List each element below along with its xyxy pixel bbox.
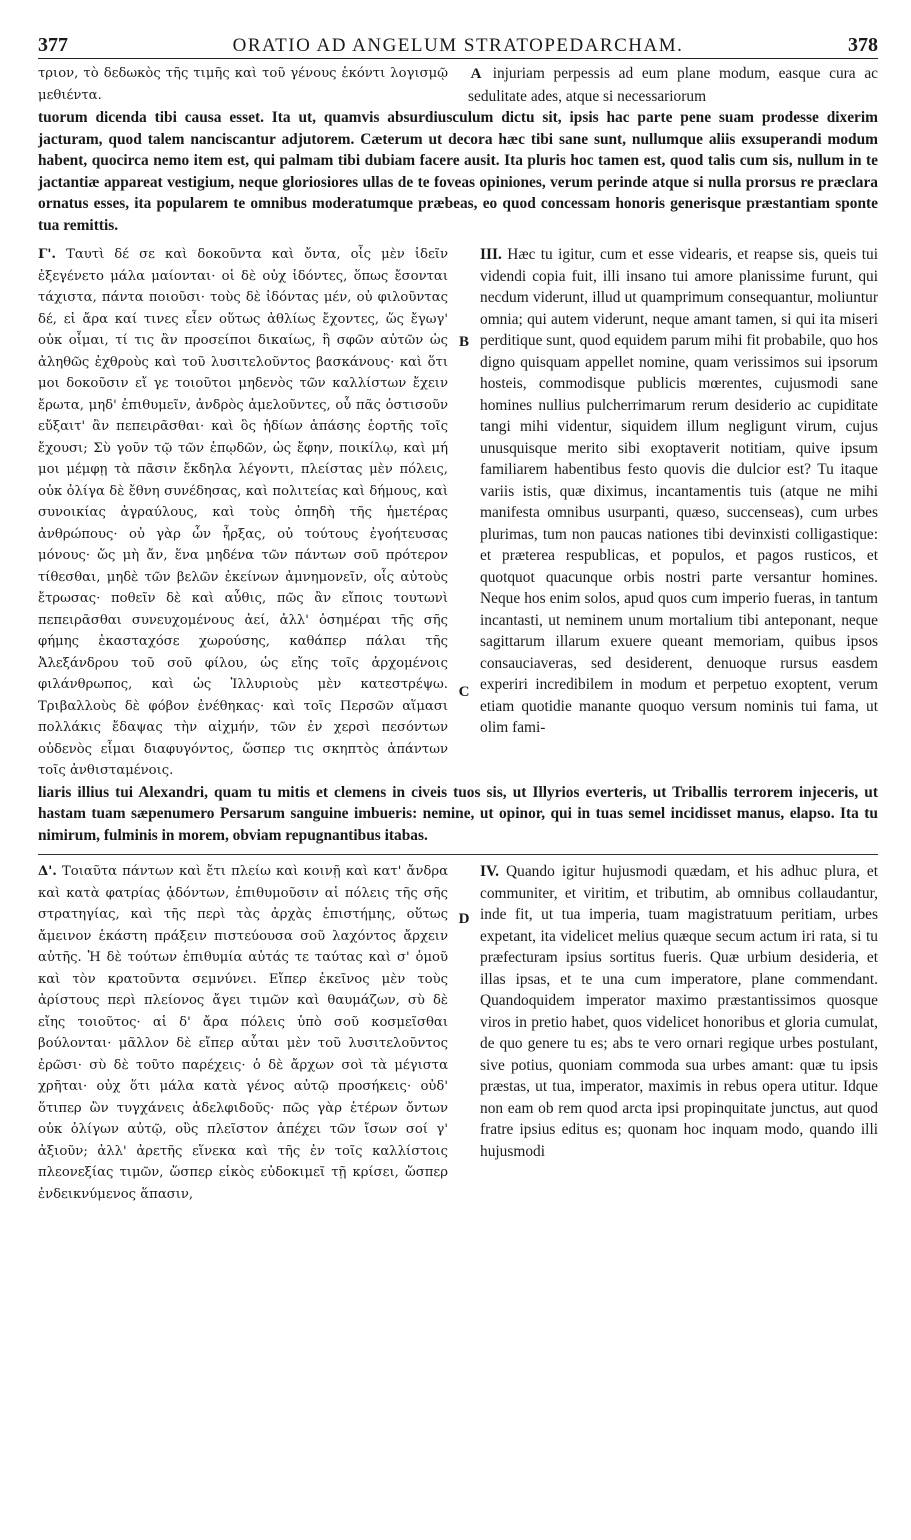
greek-text: τριον, τὸ δεδωκὸς τῆς τιμῆς καὶ τοῦ γένους ἑκόντι λογισμῷ μεθιέντα. — [38, 66, 448, 103]
section-3-columns — [38, 854, 878, 1205]
margin-mark-a: A — [470, 66, 482, 82]
latin-text: Quando igitur hujusmodi quædam, et his adhuc plura, et communiter, et viritim, et tributim, ab omnibus collaudantur, inde fit, ut tua imperia, tuam magistratuum peritiam, urbes expetant, ita videlicet melius quæque secum actum iri rata, si tu præfecturam ipsius sortitus fueris. Quæ urbium desideria, et illas ipsas, et te una cum imperatore, plane commendant. Quandoquidem imperator maximo præstantissimos quosque viros in pretio habet, quos videlicet honoribus et gloria cumulat, de quo genere tu es; abs te vero ornari regique urbes postulant, sive potius, quoniam commoda sua urbes amant: quæ tu ipsis præstas, ut tua, imperator, maximis in rebus opera utitur. Idque non eam ob rem quod arcta ipsi propinquitate junctus, aut quod fratre ipsius editus es; quonam hoc inquam modo, quando illi hujusmodi — [480, 863, 878, 1160]
latin-column — [480, 861, 878, 1205]
greek-column — [38, 244, 448, 782]
latin-column — [480, 244, 878, 782]
margin-gutter — [456, 244, 472, 782]
latin-continuation: tuorum dicenda tibi causa esset. Ita ut, quamvis absurdiusculum dictu sit, ipsis hac parte pene suam prodesse dixerim jacturam, quod talem nanciscantur adjutorem. Cæterum ut decora hæc tibi sane sunt, nullumque aliis exsuperandi modum habent, quocirca nemo item est, qui palmam tibi dubiam facere ausit. Ita pluris hoc tamen est, quod talis cum sis, nullum in te jactantiæ appareat vestigium, neque gloriosiores ullas de te foveas opiniones, verum perinde atque si nulla prorsus re præclara ornatus esses, ita popularem te omnibus moderatumque præbeas, eo quod concessam honoris generisque præstantiam sponte tua remittis. — [38, 109, 878, 234]
greek-section-number: Δ'. — [38, 864, 57, 879]
latin-text: Hæc tu igitur, cum et esse videaris, et reapse sis, queis tui videndi copia fuit, illi insano tui amore planissime furunt, qui necdum viderunt, illud ut quamprimum consequantur, moliuntur omnia; qui autem viderunt, neque amant tamen, si qui ita miseri perditique sunt, quod equidem parum mihi fit probabile, quo hos digno quisquam appellet nomine, quam verissimos sui ipsorum hosteis, commodisque publicis mœrentes, cujusmodi sane homines nullius pulcherrimarum rerum desiderio ac cupiditate tangi mihi videntur, siquidem illum negligunt virum, cujus unusquisque merito sibi exoptaverit notitiam, quive ipsum familiarem habentibus festo quovis die dulcior est? Tu itaque variis istis, quæ diximus, incantamentis tuis (atque ne mihi manifesta omnibus usurpanti, quæso, succenseas), cum urbes plurimas, tum non paucas nationes tibi devinxisti colligastique: et præterea respublicas, et populos, et pagos rusticos, et quotquot quacunque orbis nostri parte versantur homines. Neque hos enim solos, apud quos cum imperio fueras, in tantum incantasti, ut neminem unum mortalium tibi anteponant, neque sagittarum illarum exuere queant memoriam, quibus ipsos consauciaveras, sed desiderent, denuoque rursus easdem experiri incredibilem in modum et perpetuo exoptent, verum etiam quotidie manante quoquo versum nominis tui fama, ut olim fami- — [480, 246, 878, 736]
margin-mark-c: C — [458, 684, 470, 700]
latin-text: injuriam perpessis ad eum plane modum, easque cura ac sedulitate ades, atque si necessariorum — [468, 65, 878, 105]
section-2-columns — [38, 244, 878, 782]
margin-mark-d: D — [458, 911, 470, 927]
document-page — [38, 34, 878, 1205]
page-number-left: 377 — [38, 34, 68, 56]
latin-column — [468, 63, 878, 107]
greek-text: Τοιαῦτα πάντων καὶ ἔτι πλείω καὶ κοινῇ καὶ κατ' ἄνδρα καὶ κατὰ φατρίας ᾀδόντων, ἐπιθυμοῦσιν αἱ πόλεις τῆς σῆς στρατηγίας, καὶ τῆς περὶ τὰς ἀρχὰς ἐπιστήμης, οὕτως ἄμεινον ἑκάστη πράξειν πιστεύουσα σοῦ λαχόντος ἄρχειν αὐτῆς. Ἡ δὲ τούτων ἐπιθυμία αὐτάς τε ταύτας καὶ σ' ὁμοῦ καὶ τὸν κρατοῦντα σεμνύνει. Εἴπερ ἐκεῖνος μὲν τοὺς ἀρίστους περὶ πλείονος ἄγει τιμῶν καὶ θαυμάζων, σὺ δὲ εἴης τοιοῦτος· αἱ δ' ἄρα πόλεις ὑπὸ σοῦ κοσμεῖσθαι βούλονται· μᾶλλον δὲ εἴπερ αὗται μὲν τοῦ λυσιτελοῦντος ἐρῶσι· σὺ δὲ τοῦτο παρέχεις· ὁ δὲ ἄρχων σοὶ τὰ μέγιστα χρῆται· οὐχ ὅτι μάλα κατὰ γένος αὐτῷ προσήκεις· οὐδ' ὅτιπερ ὢν τυγχάνεις ἀδελφιδοῦς· πῶς γὰρ ἑτέρων ὄντων οὐκ ὀλίγων αὐτῷ, οὓς πλεῖστον ἀπέχει τῶν ἴσων σοί γ' ἀξιοῦν; ἀλλ' ἀρετῆς εἵνεκα καὶ τῆς ἐν τοῖς καλλίστοις πλεονεξίας τιμῶν, ὥσπερ εἰκὸς εὐδοκιμεῖ τῇ κρίσει, ὥσπερ ἐνδεικνύμενος ἅπασιν, — [38, 864, 448, 1202]
greek-column — [38, 63, 448, 107]
margin-gutter — [456, 861, 472, 1205]
latin-section-number: III. — [480, 246, 502, 263]
margin-mark-b: B — [458, 334, 469, 350]
greek-column — [38, 861, 448, 1205]
running-title: ORATIO AD ANGELUM STRATOPEDARCHAM. — [232, 35, 684, 56]
section-1-columns — [38, 63, 878, 107]
page-number-right: 378 — [848, 34, 878, 56]
greek-text: Ταυτὶ δέ σε καὶ δοκοῦντα καὶ ὄντα, οἷς μὲν ἰδεῖν ἐξεγένετο μάλα μαίονται· οἱ δὲ οὐχ ἰδόντες, ὅπως ἔσονται τάχιστα, πάντα ποιοῦσι· τοὺς δὲ ἰδόντας μέν, οὐ φιλοῦντας δέ, εἰ ἄρα καί τινες εἶεν οὕτως ἀθλίως ἔχοντες, ὥς ἔγωγ' οὐκ οἶμαι, τί τις ἂν προσείποι δικαίως, ἢ σφῶν αὐτῶν ὡς ἀληθῶς ἐχθροὺς καὶ τοῦ λυσιτελοῦντος βασκάνους· καὶ ὅτι μοι δοκοῦσιν εἴ γε τοιοῦτοι μηδενὸς τῶν καλλίστων ἔχειν ἔρωτα, μηδ' ἐπιθυμεῖν, ἀνδρὸς ἀμελοῦντες, οὗ πᾶς ὁστισοῦν εὔξαιτ' ἂν πεπειρᾶσθαι· καὶ ὃς ἡδίων ἁπάσης ἑορτῆς τοῖς ἔχουσι; Σὺ γοῦν τῷ τῶν ἐπῳδῶν, ὡς ἔφην, ποικίλῳ, καὶ μή μοι μέμφῃ τὰ πᾶσιν ἔκδηλα λέγοντι, πλείστας μὲν πόλεις, οὐκ ὀλίγα δὲ ἔθνη συνέδησας, καὶ πολιτείας καὶ δήμους, καὶ συνοικίας ἀγραύλους, καὶ τοὺς ὁπηδὴ τῆς ἡμετέρας ἀνθρώπους· οὐ γὰρ ὧν ἦρξας, οὐ τούτους ἐγοήτευσας μόνους· ὥς μὴ ἄν, ἕνα μηδένα τῶν πάντων σοῦ πρότερον τίθεσθαι, μηδὲ τῶν βελῶν ἐκείνων ἀμνημονεῖν, οἷς αὐτοὺς ἔτρωσας· ποθεῖν δὲ καὶ αὖθις, πῶς ἂν εἴποις τουτωνὶ πεπειρᾶσθαι συνευχομένους ἀεί, ἀλλ' ὁσημέραι τῆς σῆς φήμης ἑκασταχόσε χωρούσης, καθάπερ πάλαι τῆς Ἀλεξάνδρου τοῦ σοῦ φίλου, ὡς εἴης τοῖς ἀρχομένοις φιλάνθρωπος, καὶ ὡς Ἰλλυριοὺς μὲν κατεστρέψω. Τριβαλλοὺς δὲ φόβον ἐνέθηκας· καὶ τοῖς Περσῶν αἵμασι πολλάκις ἔδαψας τὴν αἰχμήν, τῶν ἐν χερσὶ πεσόντων οὐδενὸς εἶμαι διαφυγόντος, ὥσπερ τις σκηπτὸς ἁπάντων τοῖς ἀνθισταμένοις. — [38, 247, 448, 778]
page-header — [38, 34, 878, 59]
latin-section-number: IV. — [480, 863, 499, 880]
latin-continuation: liaris illius tui Alexandri, quam tu mitis et clemens in civeis tuos sis, ut Illyrios everteris, ut Triballis terrorem injeceris, ut hastam tuam sæpenumero Persarum sanguine imbueris: nemine, ut opinor, qui in tuas semel incidisset manus, elapso. Ita tu nimirum, fulminis in morem, obviam repugnantibus itabas. — [38, 783, 878, 844]
greek-section-number: Γ'. — [38, 247, 56, 262]
